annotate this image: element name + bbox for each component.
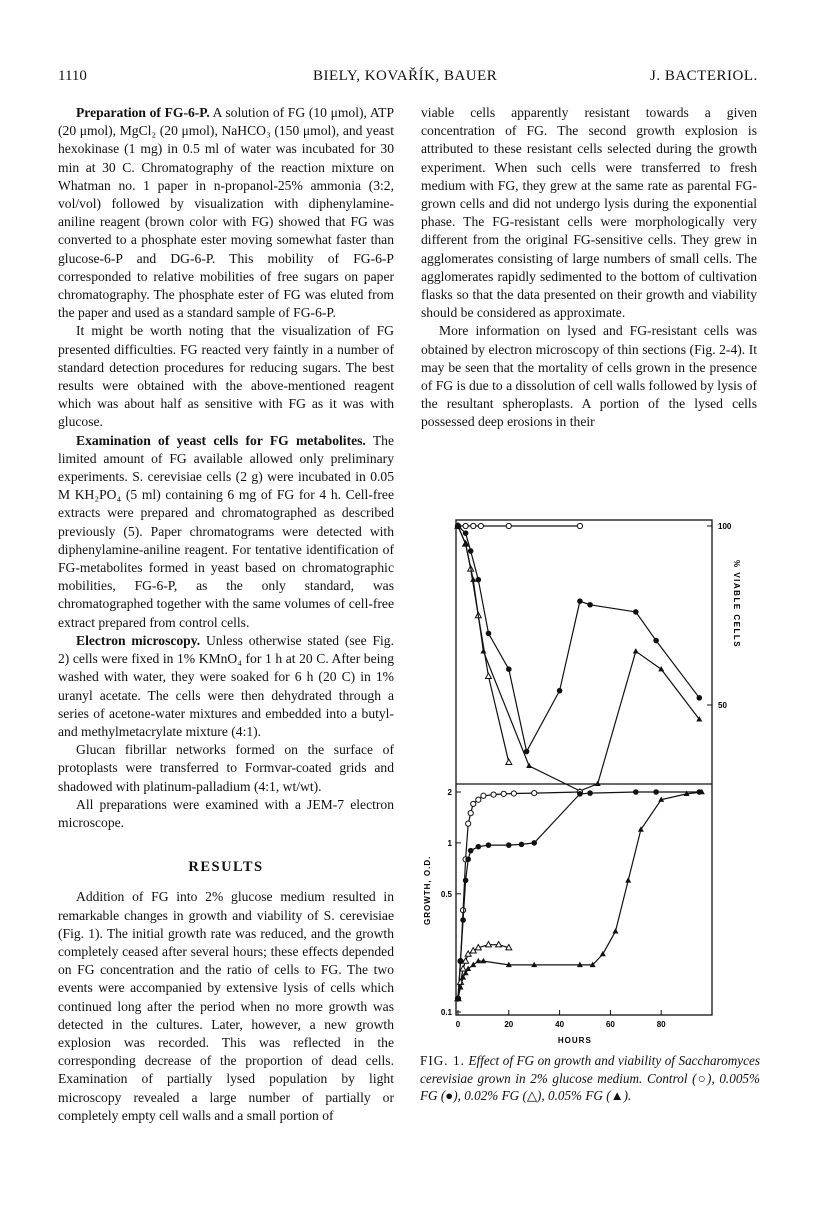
data-point-filled-circle bbox=[557, 688, 563, 694]
growth-axis-label: GROWTH, O.D. bbox=[423, 855, 432, 925]
data-point-filled-triangle bbox=[470, 962, 476, 967]
heading-electron-microscopy: Electron microscopy. bbox=[76, 632, 201, 648]
paragraph-text: The limited amount of FG available allowed only preliminary experiments. S. cerevisiae cells (2 g) were incubated in 0.05 M KH₂PO₄ (5 ml) containing 6 mg of FG for 4 h. Cell-free extracts were prepared and chromatographed as described previously (5). Paper chromatograms were detected with diphenylamine-aniline reagent. For tentative identification of FG-metabolites formed in yeast based on chromatographic mobilities, FG-6-P, as the only standard, was chromatographed together with the same volumes of cell-free extract prepared from control cells. bbox=[58, 432, 394, 630]
data-point-open-circle bbox=[481, 793, 486, 798]
data-point-open-triangle bbox=[463, 958, 469, 963]
paragraph-preparations: All preparations were examined with a JEM-7 electron microscope. bbox=[58, 796, 394, 830]
data-point-filled-circle bbox=[653, 638, 659, 644]
data-point-filled-triangle bbox=[526, 763, 532, 768]
x-tick-label: 0 bbox=[455, 1020, 461, 1029]
data-point-filled-circle bbox=[455, 523, 461, 529]
data-point-open-triangle bbox=[455, 523, 461, 528]
data-point-filled-circle bbox=[465, 856, 471, 862]
data-point-filled-circle bbox=[463, 878, 469, 884]
data-point-filled-circle bbox=[506, 842, 512, 848]
data-point-filled-circle bbox=[506, 666, 512, 672]
x-tick-label: 80 bbox=[656, 1020, 666, 1029]
paragraph-metabolites bbox=[58, 432, 394, 632]
viability-tick-label: 50 bbox=[718, 701, 727, 710]
chart-border bbox=[456, 520, 712, 1015]
data-point-filled-triangle bbox=[633, 648, 639, 653]
data-point-filled-triangle bbox=[625, 877, 631, 882]
data-point-filled-triangle bbox=[696, 716, 702, 721]
x-tick-label: 20 bbox=[504, 1020, 514, 1029]
data-point-filled-circle bbox=[463, 530, 469, 536]
data-point-open-circle bbox=[577, 523, 582, 528]
page-number: 1110 bbox=[58, 68, 87, 84]
data-point-open-circle bbox=[460, 908, 465, 913]
data-point-open-circle bbox=[577, 789, 582, 794]
chart-marks bbox=[455, 523, 705, 1002]
data-point-open-circle bbox=[463, 857, 468, 862]
data-point-filled-triangle bbox=[480, 648, 486, 653]
data-point-filled-circle bbox=[468, 848, 474, 854]
data-point-filled-circle bbox=[524, 749, 530, 755]
data-point-filled-circle bbox=[460, 917, 466, 923]
paragraph-em bbox=[58, 632, 394, 741]
data-point-filled-triangle bbox=[465, 966, 471, 971]
data-point-filled-triangle bbox=[590, 962, 596, 967]
growth-tick-label: 2 bbox=[447, 788, 452, 797]
data-point-filled-triangle bbox=[577, 788, 583, 793]
viability-axis-label: % VIABLE CELLS bbox=[732, 560, 741, 649]
running-head-authors: BIELY, KOVAŘÍK, BAUER bbox=[313, 68, 498, 84]
data-point-filled-circle bbox=[577, 598, 583, 604]
data-point-open-circle bbox=[501, 791, 506, 796]
data-point-open-circle bbox=[468, 811, 473, 816]
data-point-filled-circle bbox=[458, 958, 464, 964]
data-point-filled-circle bbox=[587, 790, 593, 796]
figure-caption bbox=[420, 1052, 760, 1105]
growth-series-0-line bbox=[458, 792, 580, 999]
data-point-filled-triangle bbox=[458, 984, 464, 989]
data-point-open-triangle bbox=[506, 759, 512, 764]
data-point-filled-triangle bbox=[595, 781, 601, 786]
data-point-filled-circle bbox=[476, 577, 482, 583]
data-point-filled-circle bbox=[519, 842, 525, 848]
data-point-filled-circle bbox=[486, 842, 492, 848]
data-point-filled-triangle bbox=[463, 970, 469, 975]
data-point-open-circle bbox=[455, 996, 460, 1001]
data-point-filled-triangle bbox=[658, 666, 664, 671]
heading-examination: Examination of yeast cells for FG metabolites. bbox=[76, 432, 366, 448]
paragraph-text: A solution of FG (10 μmol), ATP (20 μmol), MgCl₂ (20 μmol), NaHCO₃ (150 μmol), and yeast hexokinase (1 mg) in 0.5 ml of water was incubated for 30 min at 30 C. Chromatography of the reaction mixture on Whatman no. 1 paper in n-propanol-25% ammonia (3:2, vol/vol) followed by visualization with diphenylamine-aniline reagent (brown color with FG) showed that FG was converted to a phosphate ester moving somewhat faster than glucose-6-P and DG-6-P. This mobility of FG-6-P corresponded to relative mobilities of free sugars on paper chromatography. The phosphate ester of FG was eluted from the paper and used as a standard sample of FG-6-P. bbox=[58, 105, 395, 321]
data-point-filled-circle bbox=[455, 996, 461, 1002]
data-point-filled-triangle bbox=[612, 928, 618, 933]
data-point-filled-triangle bbox=[684, 791, 690, 796]
x-tick-label: 60 bbox=[605, 1020, 615, 1029]
data-point-filled-triangle bbox=[658, 797, 664, 802]
chart-frame bbox=[456, 520, 712, 1015]
data-point-filled-circle bbox=[468, 548, 474, 554]
data-point-filled-triangle bbox=[699, 789, 705, 794]
paragraph-results: Addition of FG into 2% glucose medium resulted in remarkable changes in growth and viability of S. cerevisiae (Fig. 1). The initial growth rate was reduced, and the growth completely ceased after several hours; these effects depended on FG concentration and the ratio of cells to FG. The two events were accompanied by extensive lysis of cells which continued long after the period when no more growth was detected in the cultures. Later, however, a new growth explosion was recorded. This was reflected in the corresponding decrease of the proportion of dead cells. Examination of partially lysed population by light microscopy revealed a large number of partially or completely empty cell walls and a small portion of bbox=[58, 889, 394, 1123]
data-point-open-triangle bbox=[496, 942, 502, 947]
data-point-open-triangle bbox=[460, 966, 466, 971]
heading-preparation: Preparation of FG-6-P. bbox=[76, 105, 210, 120]
growth-series-3-line bbox=[458, 792, 702, 999]
x-tick-label: 40 bbox=[555, 1020, 565, 1029]
data-point-open-triangle bbox=[455, 995, 461, 1000]
data-point-open-triangle bbox=[463, 541, 469, 546]
x-axis-label: HOURS bbox=[557, 1036, 592, 1045]
data-point-filled-triangle bbox=[455, 995, 461, 1000]
data-point-open-circle bbox=[491, 792, 496, 797]
data-point-open-triangle bbox=[485, 942, 491, 947]
paragraph-electron: More information on lysed and FG-resistant cells was obtained by electron microscopy of thin sections (Fig. 2-4). It may be seen that the mortality of cells grown in the presence of FG is due to a dissolution of cell walls followed by lysis of the resultant spheroplasts. A portion of the lysed cells possessed deep erosions in their bbox=[421, 323, 757, 430]
data-point-open-triangle bbox=[506, 945, 512, 950]
data-point-open-triangle bbox=[468, 566, 474, 571]
data-point-open-circle bbox=[455, 523, 460, 528]
data-point-open-triangle bbox=[485, 673, 491, 678]
data-point-filled-circle bbox=[587, 602, 593, 608]
data-point-open-circle bbox=[476, 797, 481, 802]
data-point-filled-circle bbox=[633, 609, 639, 615]
data-point-filled-triangle bbox=[638, 826, 644, 831]
data-point-filled-triangle bbox=[470, 577, 476, 582]
data-point-filled-triangle bbox=[577, 962, 583, 967]
growth-tick-label: 0.5 bbox=[440, 889, 452, 899]
left-column bbox=[58, 104, 394, 1125]
data-point-open-circle bbox=[511, 791, 516, 796]
data-point-open-circle bbox=[466, 821, 471, 826]
paragraph-visualization: It might be worth noting that the visualization of FG presented difficulties. FG reacted very faintly in a number of standard detection procedures for reducing sugars. The best results were obtained with the above-mentioned reagent which was about half as sensitive with FG as it was with glucose. bbox=[58, 323, 394, 430]
data-point-open-circle bbox=[458, 958, 463, 963]
chart-labels bbox=[423, 522, 741, 1045]
data-point-open-triangle bbox=[475, 945, 481, 950]
caption-text: Effect of FG on growth and viability of Saccharomyces cerevisiae grown in 2% glucose medium. Control (○), 0.005% FG (●), 0.02% FG (△), 0.05% FG (▲). bbox=[420, 1053, 761, 1103]
growth-series-2-line bbox=[458, 945, 509, 999]
paragraph-fg6p bbox=[58, 104, 394, 322]
paragraph-resistant: viable cells apparently resistant towards a given concentration of FG. The second growth explosion is attributed to these resistant cells selected during the growth experiment. When such cells were transferred to fresh medium with FG, they grew at the same rate as parental FG-grown cells and did not undergo lysis during the exponential phase. The FG-resistant cells were morphologically very different from the original FG-sensitive cells. They grew in agglomerates consisting of large numbers of small cells. The agglomerates rapidly sedimented to the bottom of cultivation flasks so that the data presented on their growth and viability should be considered as approximate. bbox=[421, 105, 757, 321]
data-point-open-triangle bbox=[458, 979, 464, 984]
data-point-filled-circle bbox=[633, 789, 639, 795]
data-point-filled-triangle bbox=[480, 958, 486, 963]
paragraph-text: Unless otherwise stated (see Fig. 2) cells were fixed in 1% KMnO₄ for 1 h at 20 C. After being washed with water, they were soaked for 6 h (20 C) in 1% uranyl acetate. The cells were then dehydrated through a series of acetone-water mixtures and embedded into a butyl- and methylmetacrylate mixture (4:1). bbox=[58, 632, 394, 739]
viability-series-1-line bbox=[458, 526, 699, 752]
viability-series-3-line bbox=[458, 526, 699, 791]
data-point-open-triangle bbox=[465, 951, 471, 956]
paragraph-glucan: Glucan fibrillar networks formed on the surface of protoplasts were transferred to Formvar-coated grids and shadowed with platinum-palladium (4:1, wt/wt). bbox=[58, 742, 394, 794]
viability-tick-label: 100 bbox=[718, 522, 732, 531]
growth-tick-label: 1 bbox=[447, 838, 452, 848]
data-point-open-triangle bbox=[475, 612, 481, 617]
data-point-filled-circle bbox=[577, 791, 583, 797]
right-column bbox=[421, 104, 757, 432]
data-point-filled-triangle bbox=[506, 962, 512, 967]
data-point-filled-triangle bbox=[455, 523, 461, 528]
data-point-open-circle bbox=[506, 523, 511, 528]
data-point-filled-triangle bbox=[475, 958, 481, 963]
results-heading: RESULTS bbox=[188, 859, 264, 876]
data-point-filled-triangle bbox=[460, 974, 466, 979]
data-point-open-circle bbox=[463, 523, 468, 528]
data-point-filled-triangle bbox=[600, 951, 606, 956]
data-point-filled-triangle bbox=[531, 962, 537, 967]
data-point-open-circle bbox=[532, 791, 537, 796]
data-point-open-circle bbox=[478, 523, 483, 528]
data-point-filled-circle bbox=[697, 789, 703, 795]
data-point-filled-triangle bbox=[463, 541, 469, 546]
data-point-open-circle bbox=[471, 523, 476, 528]
data-point-filled-circle bbox=[476, 844, 482, 850]
viability-series-2-line bbox=[458, 526, 509, 762]
caption-label: FIG. 1. bbox=[420, 1053, 465, 1068]
growth-series-1-line bbox=[458, 792, 699, 999]
data-point-open-circle bbox=[471, 801, 476, 806]
growth-tick-label: 0.1 bbox=[440, 1008, 452, 1017]
data-point-open-triangle bbox=[470, 948, 476, 953]
running-head-journal: J. BACTERIOL. bbox=[650, 68, 758, 84]
data-point-filled-circle bbox=[653, 789, 659, 795]
data-point-filled-circle bbox=[697, 695, 703, 701]
data-point-filled-circle bbox=[486, 631, 492, 637]
data-point-filled-circle bbox=[531, 840, 537, 846]
